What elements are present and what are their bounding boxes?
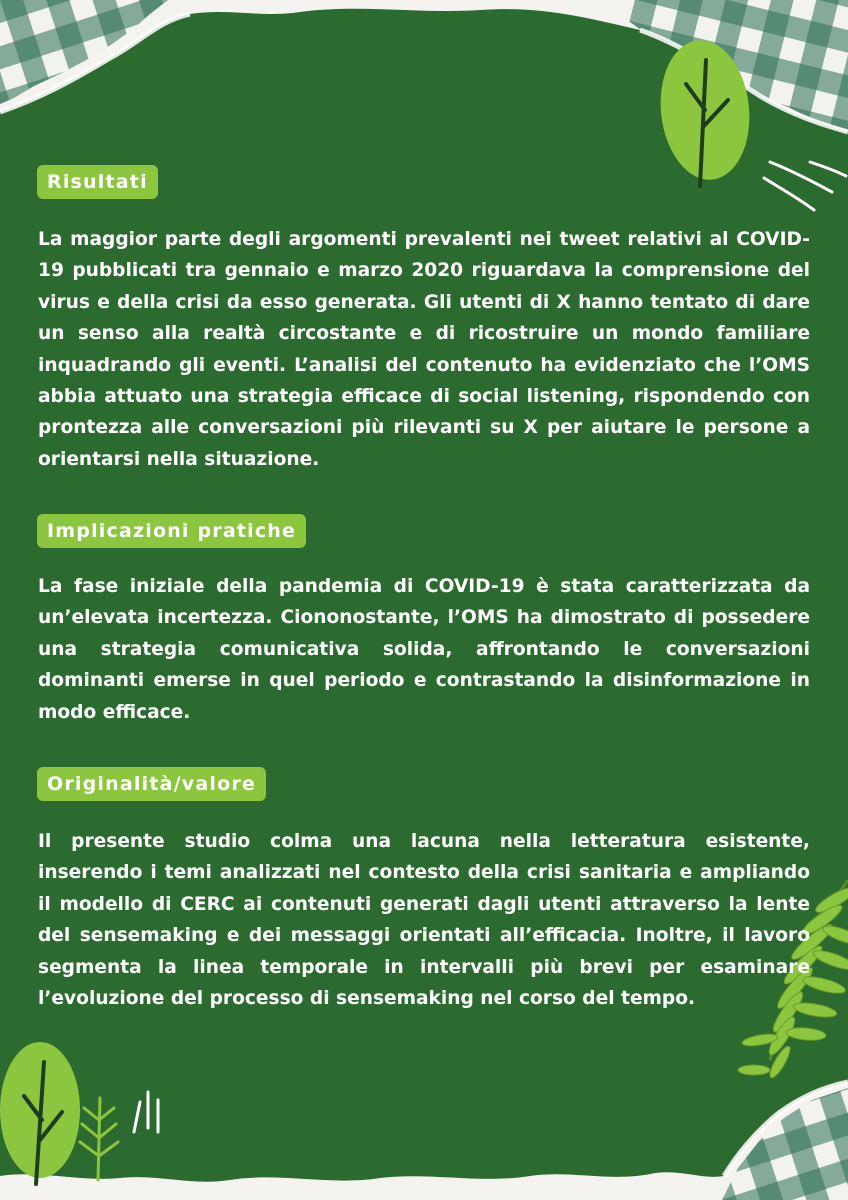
section-body-results: La maggior parte degli argomenti prevalenti nei tweet relativi al COVID-19 pubblicati tra gennaio e marzo 2020 riguardava la comprensione del virus e della crisi da esso generata. Gli utenti di X hanno tentato di dare un senso alla realtà circostante e di ricostruire un mondo familiare inquadrando gli eventi. L’analisi del contenuto ha evidenziato che l’OMS abbia attuato una strategia efficace di social listening, rispondendo con prontezza alle conversazioni più rilevanti su X per aiutare le persone a orientarsi nella situazione. bbox=[38, 229, 810, 470]
section-body-implications: La fase iniziale della pandemia di COVID-19 è stata caratterizzata da un’elevata incertezza. Ciononostante, l’OMS ha dimostrato di possedere una strategia comunicativa solida, affrontando le conversazioni dominanti emerse in quel periodo e contrastando la disinformazione in modo efficace. bbox=[38, 576, 810, 723]
section-heading-results: Risultati bbox=[37, 165, 158, 199]
section-heading-originality: Originalità/valore bbox=[37, 767, 266, 801]
section-heading-implications: Implicazioni pratiche bbox=[37, 514, 306, 548]
section-body-originality: Il presente studio colma una lacuna nella letteratura esistente, inserendo i temi analizzati nel contesto della crisi sanitaria e ampliando il modello di CERC ai contenuti generati dagli utenti attraverso la lente del sensemaking e dei messaggi orientati all’efficacia. Inoltre, il lavoro segmenta la linea temporale in intervalli più brevi per esaminare l’evoluzione del processo di sensemaking nel corso del tempo. bbox=[38, 831, 810, 1010]
